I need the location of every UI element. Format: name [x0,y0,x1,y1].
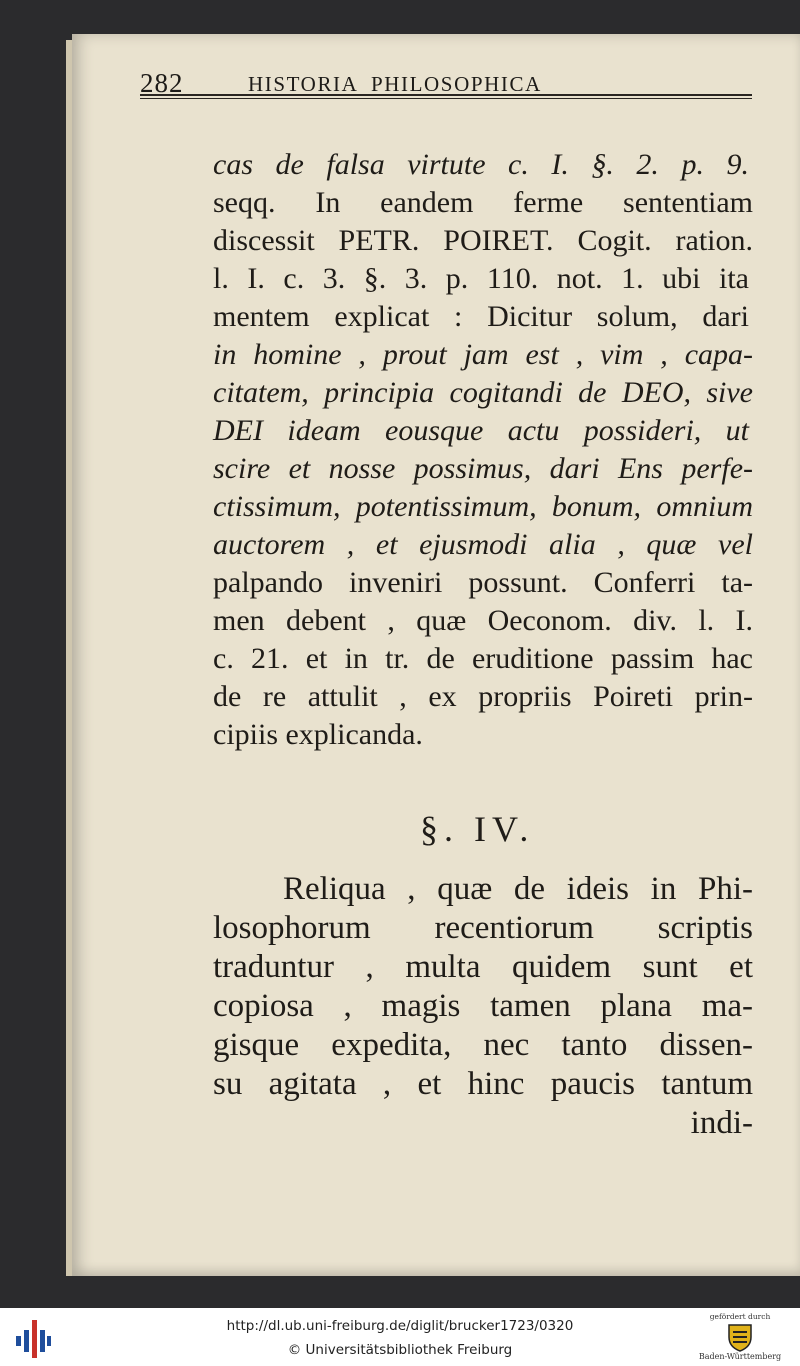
sponsor-logo[interactable] [690,1312,790,1364]
text-line: palpando inveniri possunt. Conferri ta- [213,566,753,599]
text-line: cipiis explicanda. [213,718,423,751]
section-heading: §. IV. [420,809,535,849]
paragraph-line: copiosa , magis tamen plana ma- [213,988,753,1024]
text-line: l. I. c. 3. §. 3. p. 110. not. 1. ubi ita [213,262,749,295]
paragraph-line: losophorum recentiorum scriptis [213,910,753,946]
source-url-link[interactable]: http://dl.ub.uni-freiburg.de/diglit/brucker1723/0320 [226,1318,574,1334]
text-line: cas de falsa virtute c. I. §. 2. p. 9. [213,148,749,181]
sponsor-caption: gefördert durch [709,1312,771,1321]
paragraph-line: su agitata , et hinc paucis tantum [213,1066,753,1102]
catchword: indi- [690,1105,753,1141]
page-number: 282 [140,68,184,98]
text-line: DEI ideam eousque actu possideri, ut [213,414,749,447]
copyright-text: © Universitätsbibliothek Freiburg [287,1342,513,1358]
paragraph-line: Reliqua , quæ de ideis in Phi- [283,871,753,907]
text-line: auctorem , et ejusmodi alia , quæ vel [213,528,753,561]
text-line: ctissimum, potentissimum, bonum, omnium [213,490,753,523]
paragraph-line: traduntur , multa quidem sunt et [213,949,753,985]
paragraph-line: gisque expedita, nec tanto dissen- [213,1027,753,1063]
sponsor-name: Baden-Württemberg [698,1352,782,1361]
running-title: HISTORIA PHILOSOPHICA [248,72,542,96]
header-rule-thin [140,98,752,99]
text-line: men debent , quæ Oeconom. div. l. I. [213,604,753,637]
text-line: mentem explicat : Dicitur solum, dari [213,300,749,333]
text-line: de re attulit , ex propriis Poireti prin- [213,680,753,713]
text-line: in homine , prout jam est , vim , capa- [213,338,753,371]
running-head [140,62,680,102]
footer-bar [0,1308,800,1366]
header-rule [140,94,752,96]
text-line: scire et nosse possimus, dari Ens perfe- [213,452,753,485]
text-line: seqq. In eandem ferme sententiam [213,186,753,219]
text-line: discessit PETR. POIRET. Cogit. ration. [213,224,753,257]
text-line: citatem, principia cogitandi de DEO, sive [213,376,753,409]
state-crest-icon [726,1322,754,1352]
text-line: c. 21. et in tr. de eruditione passim hac [213,642,753,675]
